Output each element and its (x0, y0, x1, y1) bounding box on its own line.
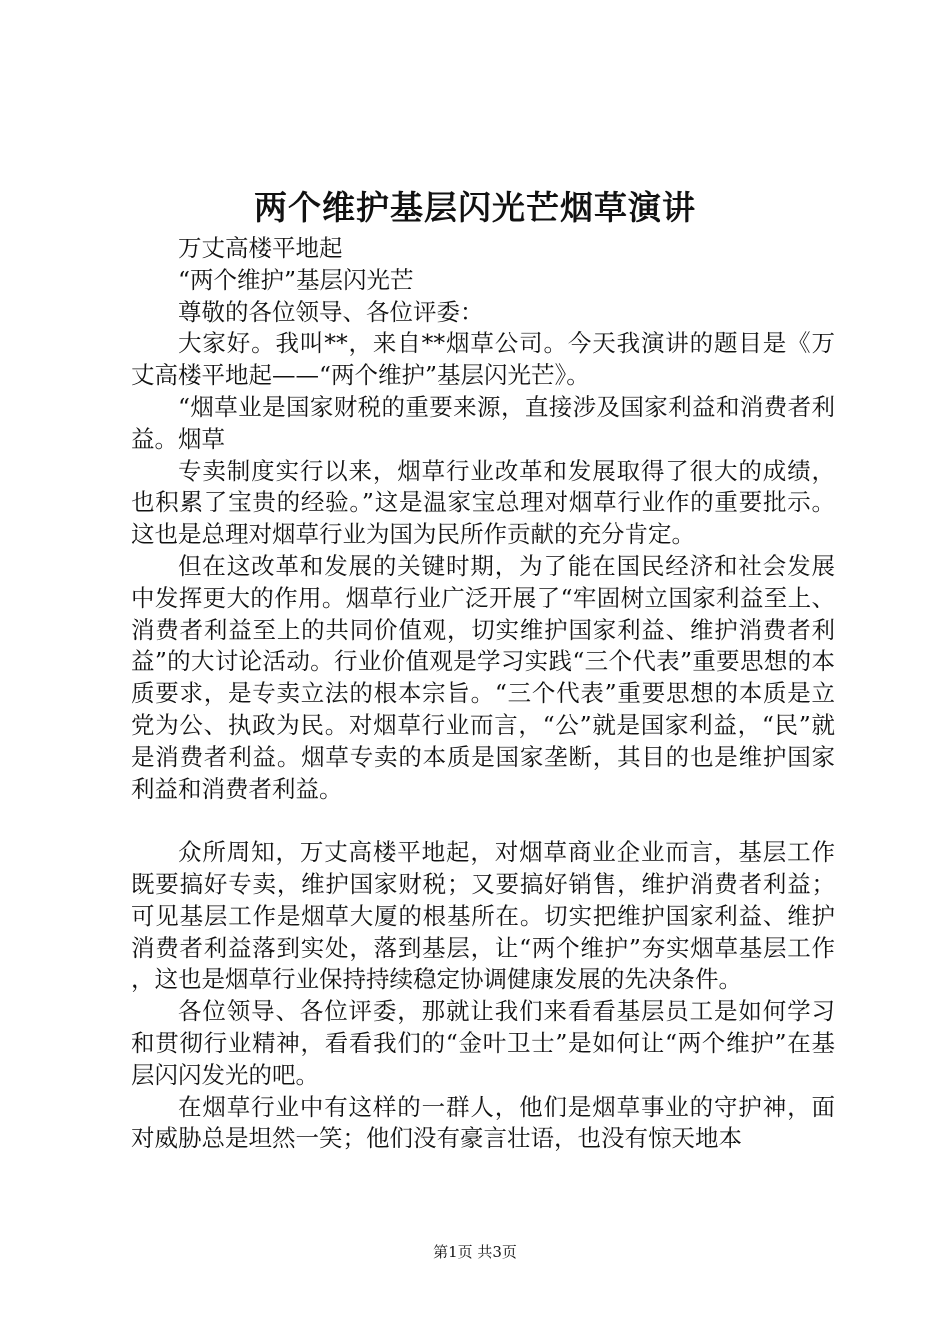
document-body (131, 233, 835, 1155)
paragraph-invitation: 各位领导、各位评委，那就让我们来看看基层员工是如何学习和贯彻行业精神，看看我们的“金叶卫士”是如何让“两个维护”在基层闪闪发光的吧。 (131, 997, 835, 1089)
paragraph-foundation: 众所周知，万丈高楼平地起，对烟草商业企业而言，基层工作既要搞好专卖，维护国家财税；又要搞好销售，维护消费者利益；可见基层工作是烟草大厦的根基所在。切实把维护国家利益、维护消费者利益落到实处，落到基层，让“两个维护”夯实烟草基层工作，这也是烟草行业保持持续稳定协调健康发展的先决条件。 (131, 838, 835, 994)
paragraph-greeting: 大家好。我叫**，来自**烟草公司。今天我演讲的题目是《万丈高楼平地起——“两个维护”基层闪光芒》。 (131, 329, 835, 390)
page-number-footer: 第1页 共3页 (433, 1243, 517, 1261)
paragraph-subtitle-1: 万丈高楼平地起 (178, 234, 343, 262)
paragraph-quote-start: “烟草业是国家财税的重要来源，直接涉及国家利益和消费者利益。烟草 (131, 392, 835, 453)
document-title: 两个维护基层闪光芒烟草演讲 (254, 188, 696, 227)
paragraph-quote-continued: 专卖制度实行以来，烟草行业改革和发展取得了很大的成绩，也积累了宝贵的经验。”这是温家宝总理对烟草行业作的重要批示。这也是总理对烟草行业为国为民所作贡献的充分肯定。 (131, 456, 835, 549)
paragraph-guardians: 在烟草行业中有这样的一群人，他们是烟草事业的守护神，面对威胁总是坦然一笑；他们没有豪言壮语，也没有惊天地本 (131, 1092, 835, 1153)
paragraph-reform: 但在这改革和发展的关键时期，为了能在国民经济和社会发展中发挥更大的作用。烟草行业广泛开展了“牢固树立国家利益至上、消费者利益至上的共同价值观，切实维护国家利益、维护消费者利益”的大讨论活动。行业价值观是学习实践“三个代表”重要思想的本质要求，是专卖立法的根本宗旨。“三个代表”重要思想的本质是立党为公、执政为民。对烟草行业而言，“公”就是国家利益，“民”就是消费者利益。烟草专卖的本质是国家垄断，其目的也是维护国家利益和消费者利益。 (131, 551, 835, 803)
paragraph-subtitle-2: “两个维护”基层闪光芒 (178, 265, 414, 294)
paragraph-salutation: 尊敬的各位领导、各位评委： (178, 297, 484, 326)
